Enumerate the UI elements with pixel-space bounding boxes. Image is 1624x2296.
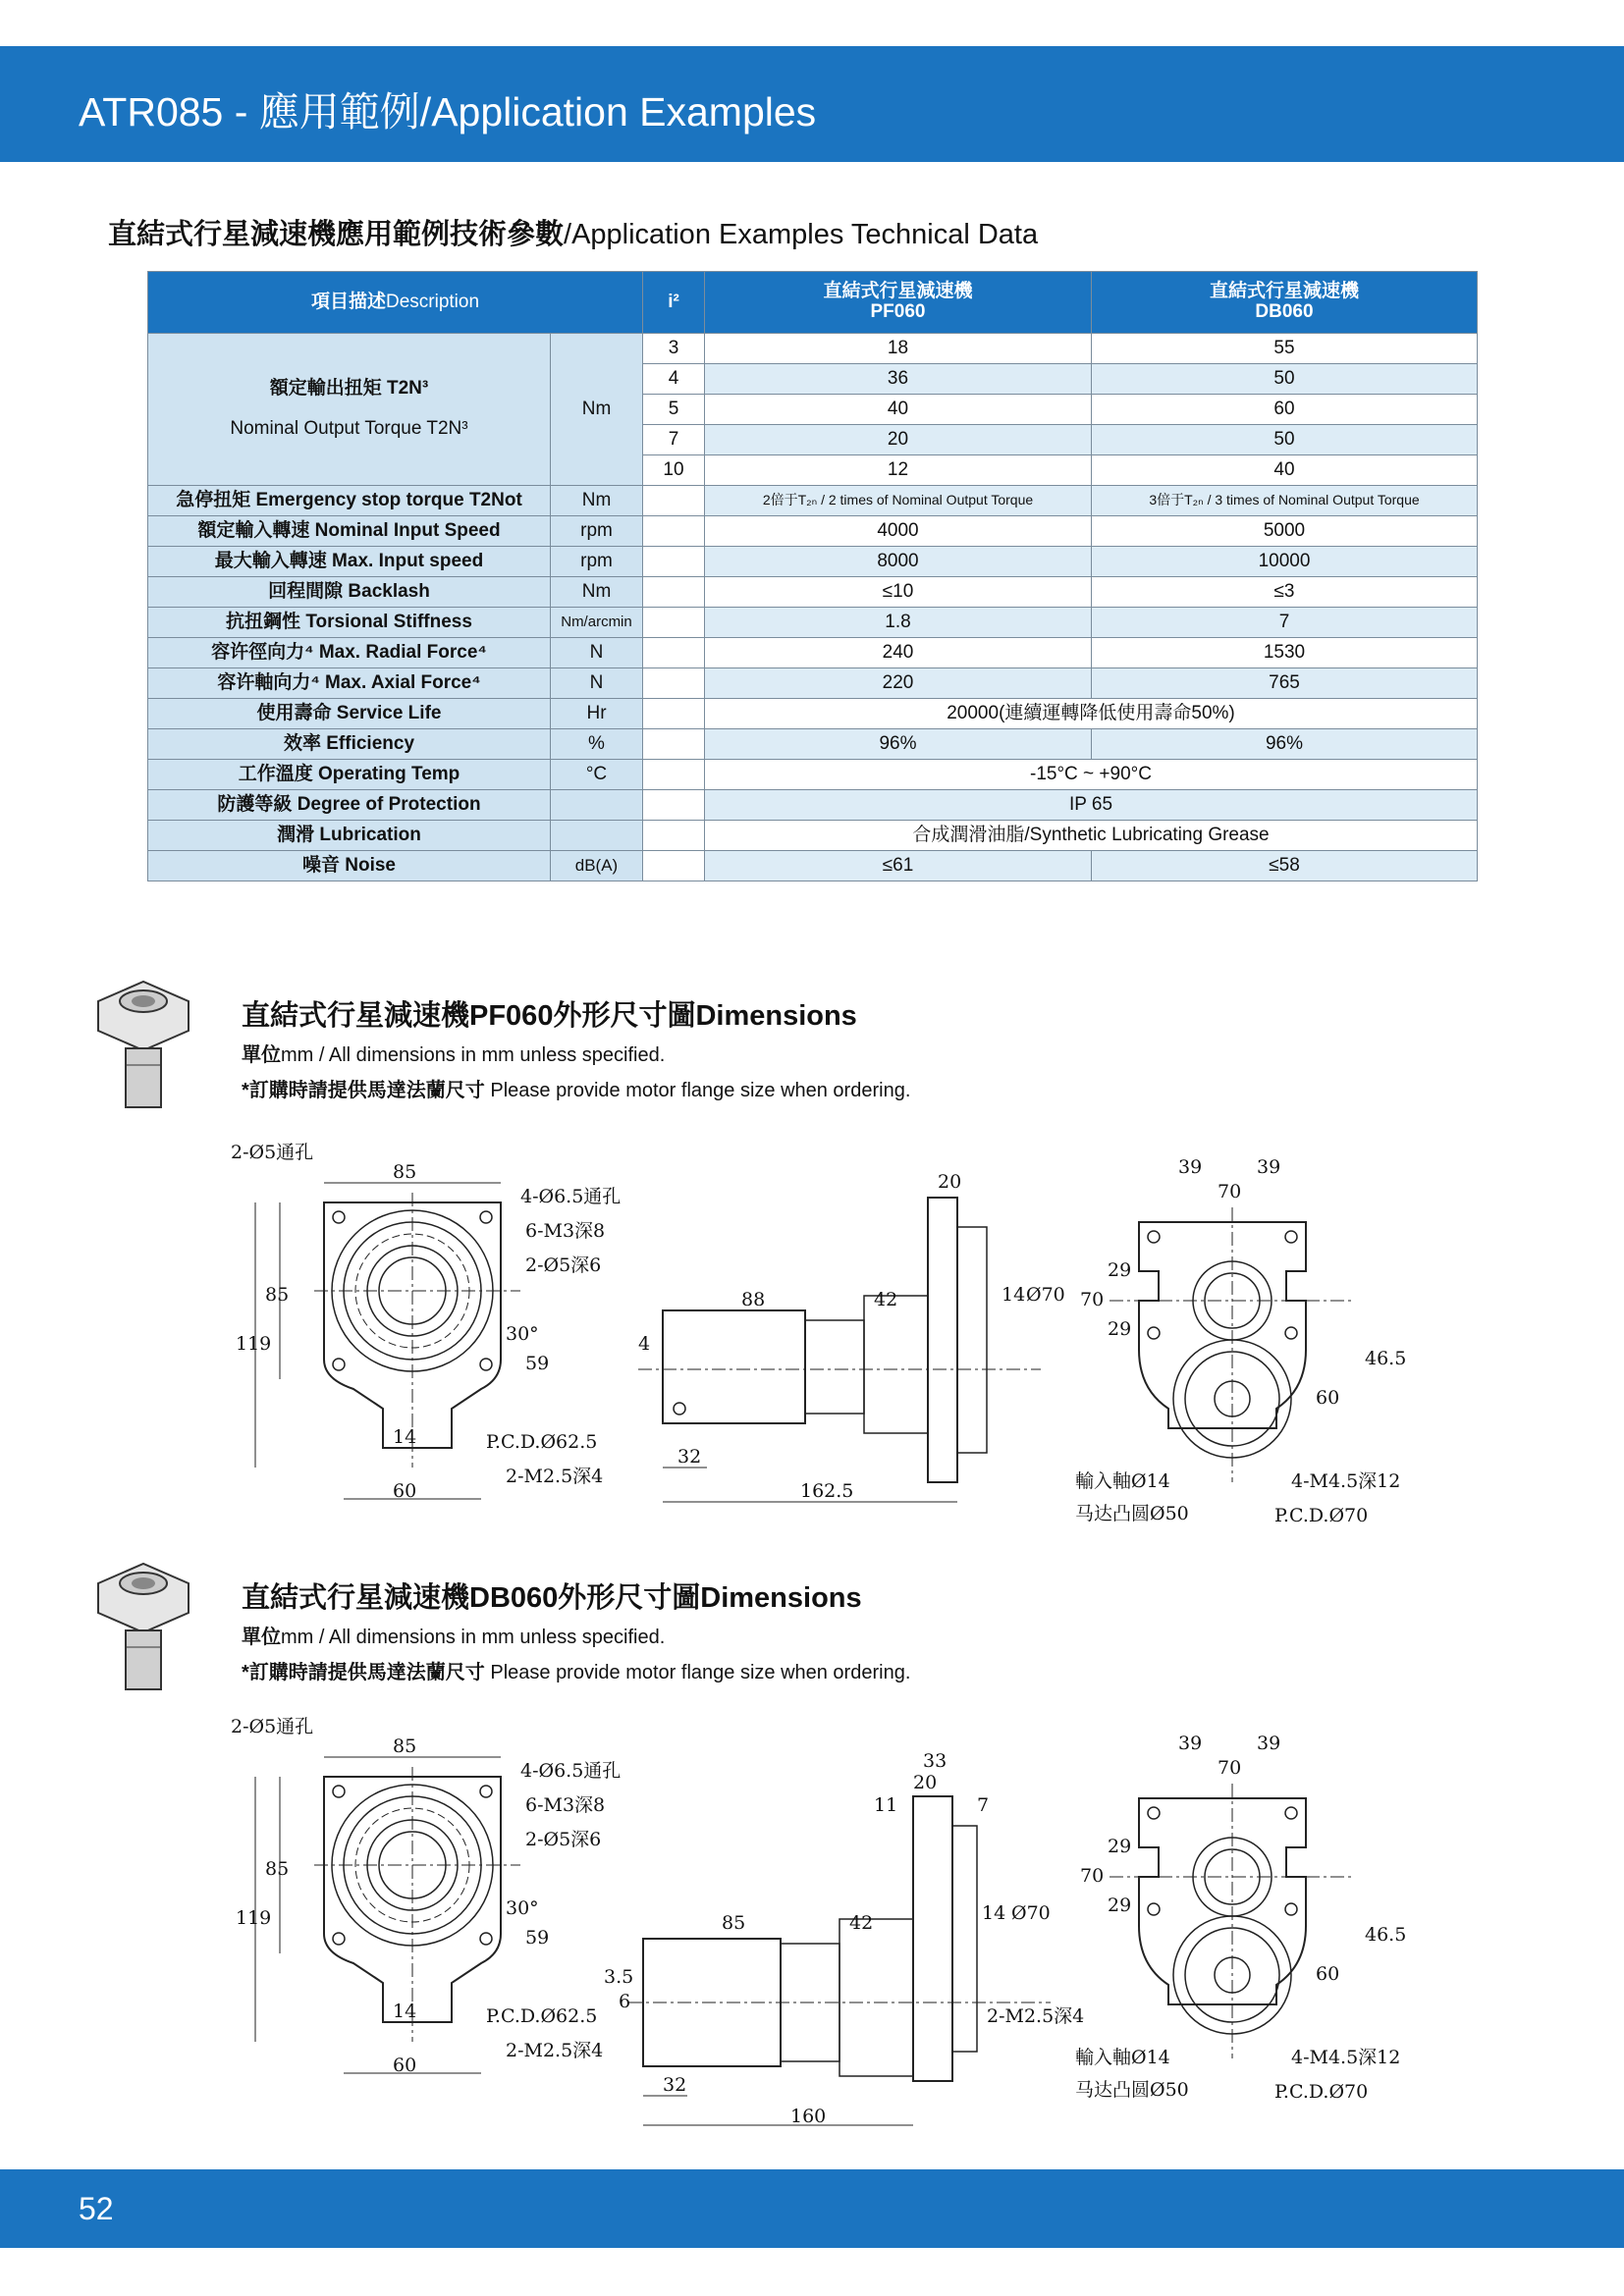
row-unit: N (551, 668, 643, 699)
service-life-value: 20000(連續運轉降低使用壽命50%) (705, 699, 1478, 729)
db-torque: 50 (1092, 364, 1478, 395)
dim-label: 2-Ø5深6 (525, 1829, 602, 1850)
dim-label: 46.5 (1365, 1348, 1407, 1369)
dim-label: 42 (874, 1289, 898, 1310)
ratio-cell (643, 577, 705, 608)
ratio-cell: 3 (643, 334, 705, 364)
dim-label: 14 (1001, 1284, 1026, 1306)
ratio-cell (643, 821, 705, 851)
dim-label: 160 (790, 2106, 827, 2127)
dim-label: 70 (1218, 1181, 1242, 1202)
dim-label: 4-M4.5深12 (1291, 1470, 1401, 1492)
noise-unit: dB(A) (551, 851, 643, 881)
ratio-cell (643, 516, 705, 547)
dim-label: 39 (1178, 1733, 1203, 1754)
dim-label: 14 (393, 2001, 417, 2022)
dim-label: 32 (677, 1446, 702, 1468)
dim-label: 4-Ø6.5通孔 (520, 1186, 622, 1207)
efficiency-label: 效率 Efficiency (148, 729, 551, 760)
dim-label: 6-M3深8 (525, 1794, 606, 1816)
dim-label: 11 (874, 1794, 898, 1816)
row-label: 容许軸向力⁴ Max. Axial Force⁴ (148, 668, 551, 699)
db060-side-view (599, 1747, 1085, 2140)
dim-label: 4 (638, 1333, 651, 1355)
pf-noise: ≤61 (705, 851, 1092, 881)
dim-label: 32 (663, 2074, 687, 2096)
page-number: 52 (79, 2191, 114, 2226)
dim-label: 3.5 (604, 1966, 634, 1988)
dim-label: P.C.D.Ø62.5 (486, 1431, 598, 1453)
head-pf060: 直結式行星減速機 PF060 (705, 272, 1092, 334)
protection-unit (551, 790, 643, 821)
pf-value: 1.8 (705, 608, 1092, 638)
pf-value: 4000 (705, 516, 1092, 547)
row-unit: rpm (551, 547, 643, 577)
pf060-product-icon (94, 962, 192, 1119)
pf-torque: 20 (705, 425, 1092, 455)
dim-label: 29 (1108, 1318, 1132, 1340)
temp-unit: °C (551, 760, 643, 790)
dim-label: 60 (1316, 1963, 1340, 1985)
torque-label: 額定輸出扭矩 T2N³ Nominal Output Torque T2N³ (148, 334, 551, 486)
dim-label: 马达凸圆Ø50 (1075, 2079, 1189, 2101)
temp-label: 工作溫度 Operating Temp (148, 760, 551, 790)
pf060-front-view (226, 1144, 638, 1517)
lubrication-label: 潤滑 Lubrication (148, 821, 551, 851)
dim-label: 119 (236, 1907, 272, 1929)
dim-label: 59 (525, 1353, 550, 1374)
dim-label: 29 (1108, 1836, 1132, 1857)
dim-label: 85 (393, 1735, 417, 1757)
ratio-cell (643, 790, 705, 821)
dim-label: 2-Ø5深6 (525, 1255, 602, 1276)
protection-value: IP 65 (705, 790, 1478, 821)
dim-label: 119 (236, 1333, 272, 1355)
dim-label: 14 (393, 1426, 417, 1448)
ratio-cell (643, 699, 705, 729)
db060-order-note: *訂購時請提供馬達法蘭尺寸 Please provide motor flange size when ordering. (242, 1662, 911, 1683)
efficiency-unit: % (551, 729, 643, 760)
dim-label: 2-Ø5通孔 (231, 1142, 314, 1163)
dim-label: 29 (1108, 1895, 1132, 1916)
db-value: 765 (1092, 668, 1478, 699)
dim-label: 7 (977, 1794, 990, 1816)
dim-label: 46.5 (1365, 1924, 1407, 1946)
dim-label: 2-M2.5深4 (506, 1466, 604, 1487)
dim-label: 2-M2.5深4 (506, 2040, 604, 2061)
ratio-cell (643, 608, 705, 638)
row-unit: N (551, 638, 643, 668)
dim-label: 30° (506, 1323, 539, 1345)
db-value: 5000 (1092, 516, 1478, 547)
pf-value: 2倍于T₂ₙ / 2 times of Nominal Output Torque (705, 486, 1092, 516)
db060-end-view (1070, 1725, 1407, 2108)
ratio-cell: 7 (643, 425, 705, 455)
pf-value: 8000 (705, 547, 1092, 577)
dim-label: 2-M2.5深4 (987, 2005, 1085, 2027)
lubrication-unit (551, 821, 643, 851)
dim-label: P.C.D.Ø62.5 (486, 2005, 598, 2027)
ratio-cell (643, 729, 705, 760)
db-torque: 55 (1092, 334, 1478, 364)
dim-label: 6-M3深8 (525, 1220, 606, 1242)
dim-label: 20 (938, 1171, 962, 1193)
head-ratio: i² (643, 272, 705, 334)
dim-label: 42 (849, 1912, 874, 1934)
row-unit: Nm (551, 486, 643, 516)
ratio-cell (643, 668, 705, 699)
ratio-cell (643, 638, 705, 668)
db060-unit-note: 單位mm / All dimensions in mm unless specified. (242, 1627, 666, 1648)
pf060-dims-title: 直結式行星減速機PF060外形尺寸圖Dimensions (242, 1000, 857, 1032)
db060-front-view (226, 1718, 638, 2091)
row-label: 急停扭矩 Emergency stop torque T2Not (148, 486, 551, 516)
noise-label: 噪音 Noise (148, 851, 551, 881)
head-description: 項目描述Description (148, 272, 643, 334)
pf-torque: 18 (705, 334, 1092, 364)
dim-label: 162.5 (800, 1480, 854, 1502)
dim-label: 85 (265, 1858, 290, 1880)
dim-label: 33 (923, 1750, 947, 1772)
pf-torque: 40 (705, 395, 1092, 425)
dim-label: 30° (506, 1897, 539, 1919)
dim-label: 6 (619, 1991, 631, 2012)
ratio-cell: 10 (643, 455, 705, 486)
db-value: 1530 (1092, 638, 1478, 668)
dim-label: Ø70 (1011, 1902, 1051, 1924)
ratio-cell (643, 486, 705, 516)
row-label: 最大輸入轉速 Max. Input speed (148, 547, 551, 577)
dim-label: 2-Ø5通孔 (231, 1716, 314, 1737)
dim-label: 70 (1218, 1757, 1242, 1779)
dim-label: 20 (913, 1772, 938, 1793)
ratio-cell: 4 (643, 364, 705, 395)
dim-label: 70 (1080, 1865, 1105, 1887)
dim-label: 39 (1257, 1733, 1281, 1754)
page-title: ATR085 - 應用範例/Application Examples (79, 89, 817, 134)
pf-value: ≤10 (705, 577, 1092, 608)
dim-label: 39 (1257, 1156, 1281, 1178)
pf-value: 220 (705, 668, 1092, 699)
ratio-cell (643, 760, 705, 790)
dim-label: P.C.D.Ø70 (1274, 2081, 1369, 2103)
dim-label: 4-M4.5深12 (1291, 2047, 1401, 2068)
dim-label: 马达凸圆Ø50 (1075, 1503, 1189, 1524)
dim-label: 60 (393, 2055, 417, 2076)
pf-torque: 36 (705, 364, 1092, 395)
row-label: 容许徑向力⁴ Max. Radial Force⁴ (148, 638, 551, 668)
dim-label: 29 (1108, 1259, 1132, 1281)
dim-label: 輸入軸Ø14 (1075, 2047, 1170, 2068)
dim-label: P.C.D.Ø70 (1274, 1505, 1369, 1526)
dim-label: 4-Ø6.5通孔 (520, 1760, 622, 1782)
db060-product-icon (94, 1544, 192, 1701)
tech-data-title: 直結式行星減速機應用範例技術參數/Application Examples Technical Data (108, 219, 1039, 250)
row-label: 額定輸入轉速 Nominal Input Speed (148, 516, 551, 547)
torque-unit: Nm (551, 334, 643, 486)
pf060-unit-note: 單位mm / All dimensions in mm unless specified. (242, 1044, 666, 1066)
dim-label: 59 (525, 1927, 550, 1949)
db-value: 7 (1092, 608, 1478, 638)
dim-label: 14 (982, 1902, 1006, 1924)
row-unit: Nm (551, 577, 643, 608)
dim-label: Ø70 (1026, 1284, 1065, 1306)
protection-label: 防護等級 Degree of Protection (148, 790, 551, 821)
header-bar (0, 46, 1624, 162)
dim-label: 輸入軸Ø14 (1075, 1470, 1170, 1492)
row-label: 抗扭鋼性 Torsional Stiffness (148, 608, 551, 638)
db-efficiency: 96% (1092, 729, 1478, 760)
db-torque: 50 (1092, 425, 1478, 455)
dim-label: 39 (1178, 1156, 1203, 1178)
dim-label: 88 (741, 1289, 766, 1310)
pf060-order-note: *訂購時請提供馬達法蘭尺寸 Please provide motor flange size when ordering. (242, 1080, 911, 1101)
db060-dims-title: 直結式行星減速機DB060外形尺寸圖Dimensions (242, 1582, 862, 1614)
lubrication-value: 合成潤滑油脂/Synthetic Lubricating Grease (705, 821, 1478, 851)
service-life-label: 使用壽命 Service Life (148, 699, 551, 729)
ratio-cell (643, 851, 705, 881)
ratio-cell (643, 547, 705, 577)
dim-label: 60 (393, 1480, 417, 1502)
pf060-side-view (638, 1168, 1065, 1512)
temp-value: -15°C ~ +90°C (705, 760, 1478, 790)
dim-label: 85 (722, 1912, 746, 1934)
db-value: 3倍于T₂ₙ / 3 times of Nominal Output Torque (1092, 486, 1478, 516)
db-torque: 60 (1092, 395, 1478, 425)
db-noise: ≤58 (1092, 851, 1478, 881)
ratio-cell: 5 (643, 395, 705, 425)
dim-label: 85 (265, 1284, 290, 1306)
pf060-end-view (1070, 1148, 1407, 1531)
footer-bar (0, 2169, 1624, 2248)
db-torque: 40 (1092, 455, 1478, 486)
pf-torque: 12 (705, 455, 1092, 486)
db-value: 10000 (1092, 547, 1478, 577)
pf-efficiency: 96% (705, 729, 1092, 760)
row-label: 回程間隙 Backlash (148, 577, 551, 608)
head-db060: 直結式行星減速機 DB060 (1092, 272, 1478, 334)
service-life-unit: Hr (551, 699, 643, 729)
row-unit: rpm (551, 516, 643, 547)
dim-label: 85 (393, 1161, 417, 1183)
dim-label: 60 (1316, 1387, 1340, 1409)
row-unit: Nm/arcmin (551, 608, 643, 638)
db-value: ≤3 (1092, 577, 1478, 608)
pf-value: 240 (705, 638, 1092, 668)
tech-data-table (147, 271, 1478, 881)
dim-label: 70 (1080, 1289, 1105, 1310)
